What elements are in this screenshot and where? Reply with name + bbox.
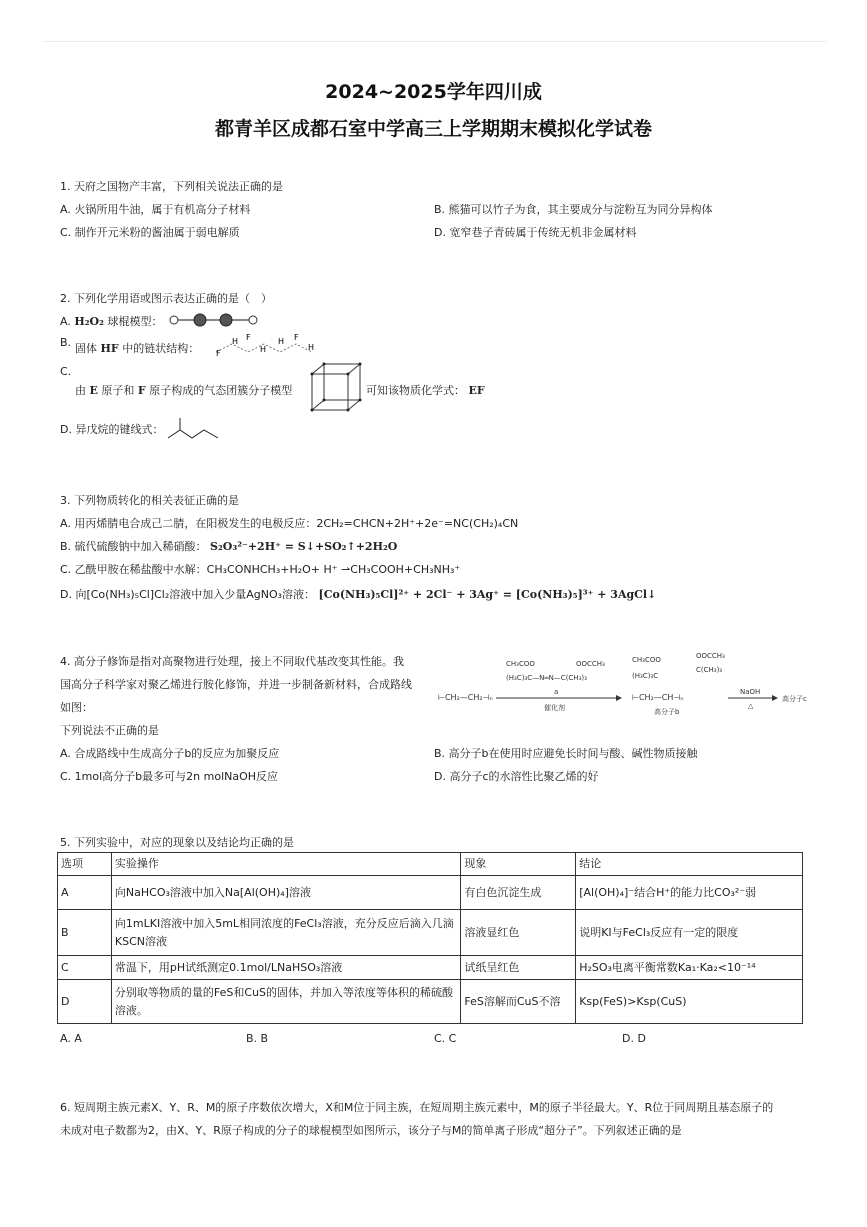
table-row [58, 876, 803, 910]
q2-a-formula: H₂O₂ [74, 315, 104, 328]
q4-option-d[interactable]: D. 高分子c的水溶性比聚乙烯的好 [434, 770, 599, 783]
product-label: 高分子b [654, 708, 680, 716]
table-cell: 试纸呈红色 [461, 956, 576, 980]
q4-stem-line2: 国高分子科学家对聚乙烯进行胺化修饰，并进一步制备新材料，合成路线 [60, 678, 412, 691]
q3-d-equation: [Co(NH₃)₅Cl]²⁺ + 2Cl⁻ + 3Ag⁺ = [Co(NH₃)₅]³⁺ + 3AgCl↓ [318, 588, 657, 601]
reagent-mid: (H₃C)₃C—N═N—C(CH₃)₃ [506, 674, 587, 682]
table-row [58, 910, 803, 956]
q3-option-a[interactable]: A. 用丙烯腈电合成己二腈，在阳极发生的电极反应：2CH₂=CHCN+2H⁺+2e⁻=NC(CH₂)₄CN [60, 517, 519, 530]
q3-option-b[interactable] [60, 538, 397, 554]
table-row [58, 956, 803, 980]
q2-option-c[interactable] [75, 382, 292, 398]
table-cell: 溶液显红色 [461, 910, 576, 956]
table-cell: D [58, 980, 112, 1024]
table-cell: C [58, 956, 112, 980]
q4-stem-line3: 如图： [60, 701, 93, 714]
q2-a-label: A. [60, 315, 71, 328]
top-divider [42, 41, 827, 42]
q2-stem: 2. 下列化学用语或图示表达正确的是（ ） [60, 292, 272, 305]
q4-stem-line4: 下列说法不正确的是 [60, 724, 159, 737]
table-cell: 说明KI与FeCl₃反应有一定的限度 [576, 910, 803, 956]
arrow1-top: a [554, 688, 559, 696]
final-product: 高分子c [782, 695, 807, 703]
q1-stem: 1. 天府之国物产丰富，下列相关说法正确的是 [60, 180, 283, 193]
table-cell: FeS溶解而CuS不溶 [461, 980, 576, 1024]
q5-experiment-table [57, 852, 803, 1024]
polyethylene-formula: ⊢CH₂—CH₂⊣ₙ [438, 693, 493, 702]
q4-option-c[interactable]: C. 1mol高分子b最多可与2n molNaOH反应 [60, 770, 279, 783]
q4-option-a[interactable]: A. 合成路线中生成高分子b的反应为加聚反应 [60, 747, 280, 760]
table-cell: 常温下，用pH试纸测定0.1mol/LNaHSO₃溶液 [111, 956, 460, 980]
table-header: 现象 [461, 853, 576, 876]
q3-option-d[interactable] [60, 586, 656, 602]
table-cell: 有白色沉淀生成 [461, 876, 576, 910]
table-header: 选项 [58, 853, 112, 876]
table-header-row [58, 853, 803, 876]
q2-c-text4: 可知该物质化学式： [366, 384, 465, 397]
q3-b-equation: S₂O₃²⁻+2H⁺ = S↓+SO₂↑+2H₂O [210, 540, 398, 553]
q2-c-text1: 由 [75, 384, 86, 397]
reagent-top1: CH₃COO [506, 660, 535, 668]
q4-stem-line1: 4. 高分子修饰是指对高聚物进行处理，接上不同取代基改变其性能。我 [60, 655, 404, 668]
arrow1-bottom: 催化剂 [544, 704, 565, 712]
svg-text:F: F [216, 349, 221, 358]
svg-text:F: F [246, 333, 251, 342]
hf-chain-structure-icon [208, 330, 328, 360]
q6-stem-line2: 未成对电子数都为2，由X、Y、R原子构成的分子的球棍模型如图所示，该分子与M的简单离子形成“超分子”。下列叙述正确的是 [60, 1124, 682, 1137]
q4-option-b[interactable]: B. 高分子b在使用时应避免长时间与酸、碱性物质接触 [434, 747, 698, 760]
table-cell: 分别取等物质的量的FeS和CuS的固体，并加入等浓度等体积的稀硫酸溶液。 [111, 980, 460, 1024]
svg-text:H: H [308, 343, 315, 352]
table-cell: H₂SO₃电离平衡常数Ka₁·Ka₂<10⁻¹⁴ [576, 956, 803, 980]
q5-choice-b[interactable]: B. B [246, 1032, 269, 1045]
q2-option-b[interactable] [75, 340, 199, 356]
table-cell: A [58, 876, 112, 910]
page-title-line1: 2024~2025学年四川成 [325, 81, 542, 103]
q5-choice-c[interactable]: C. C [434, 1032, 457, 1045]
table-cell: Ksp(FeS)>Ksp(CuS) [576, 980, 803, 1024]
product-mid: (H₃C)₃C [632, 672, 659, 680]
svg-text:H: H [260, 345, 267, 354]
q2-c-f: F [137, 384, 146, 397]
q5-stem: 5. 下列实验中，对应的现象以及结论均正确的是 [60, 836, 294, 849]
q3-stem: 3. 下列物质转化的相关表征正确的是 [60, 494, 239, 507]
table-header: 结论 [576, 853, 803, 876]
arrow2-bottom: △ [748, 702, 754, 710]
cluster-cube-model-icon [306, 360, 364, 414]
q2-option-d[interactable]: D. 异戊烷的键线式： [60, 423, 164, 436]
product-top1: CH₃COO [632, 656, 661, 664]
q2-b-formula: HF [100, 342, 119, 355]
reagent-top2: OOCCH₃ [576, 660, 605, 668]
q2-c-conclusion [366, 382, 485, 398]
q2-c-label[interactable]: C. [60, 365, 72, 378]
q2-b-text1: 固体 [75, 342, 97, 355]
q2-c-formula: EF [468, 384, 485, 397]
table-header: 实验操作 [111, 853, 460, 876]
q1-option-c[interactable]: C. 制作开元米粉的酱油属于弱电解质 [60, 226, 240, 239]
q2-a-text: 球棍模型： [107, 315, 163, 328]
table-cell: B [58, 910, 112, 956]
product-right: C(CH₃)₃ [696, 666, 723, 674]
q5-choice-a[interactable]: A. A [60, 1032, 82, 1045]
product-top2: OOCCH₃ [696, 652, 725, 660]
q3-option-c[interactable]: C. 乙酰甲胺在稀盐酸中水解：CH₃CONHCH₃+H₂O+ H⁺ ⇀CH₃COOH+CH₃NH₃⁺ [60, 563, 461, 576]
ball-stick-model-icon [168, 312, 260, 328]
q1-option-b[interactable]: B. 熊猫可以竹子为食，其主要成分与淀粉互为同分异构体 [434, 203, 713, 216]
q2-b-text2: 中的链状结构： [122, 342, 200, 355]
q1-option-d[interactable]: D. 宽窄巷子青砖属于传统无机非金属材料 [434, 226, 637, 239]
q2-c-e: E [89, 384, 98, 397]
svg-text:H: H [232, 337, 239, 346]
q6-stem-line1: 6. 短周期主族元素X、Y、R、M的原子序数依次增大，X和M位于同主族，在短周期主族元素中，M的原子半径最大。Y、R位于同周期且基态原子的 [60, 1101, 774, 1114]
arrow2-top: NaOH [740, 688, 761, 696]
table-cell: [Al(OH)₄]⁻结合H⁺的能力比CO₃²⁻弱 [576, 876, 803, 910]
q3-b-text: B. 硫代硫酸钠中加入稀硝酸： [60, 540, 207, 553]
table-cell: 向NaHCO₃溶液中加入Na[Al(OH)₄]溶液 [111, 876, 460, 910]
q2-b-label[interactable]: B. [60, 336, 72, 349]
q3-d-text: D. 向[Co(NH₃)₅Cl]Cl₂溶液中加入少量AgNO₃溶液： [60, 588, 316, 601]
q5-choice-d[interactable]: D. D [622, 1032, 646, 1045]
isopentane-skeletal-formula-icon [166, 416, 222, 444]
q2-c-text2: 原子和 [101, 384, 135, 397]
product-chain: ⊢CH₂—CH⊣ₙ [632, 693, 684, 702]
table-row [58, 980, 803, 1024]
svg-text:F: F [294, 333, 299, 342]
svg-text:H: H [278, 337, 285, 346]
q1-option-a[interactable]: A. 火锅所用牛油，属于有机高分子材料 [60, 203, 251, 216]
page-title-line2: 都青羊区成都石室中学高三上学期期末模拟化学试卷 [214, 118, 652, 140]
table-cell: 向1mLKI溶液中加入5mL相同浓度的FeCl₃溶液，充分反应后滴入几滴KSCN溶液 [111, 910, 460, 956]
q4-synthesis-scheme [436, 648, 816, 720]
q2-option-a[interactable] [60, 313, 162, 329]
q2-c-text3: 原子构成的气态团簇分子模型 [149, 384, 293, 397]
